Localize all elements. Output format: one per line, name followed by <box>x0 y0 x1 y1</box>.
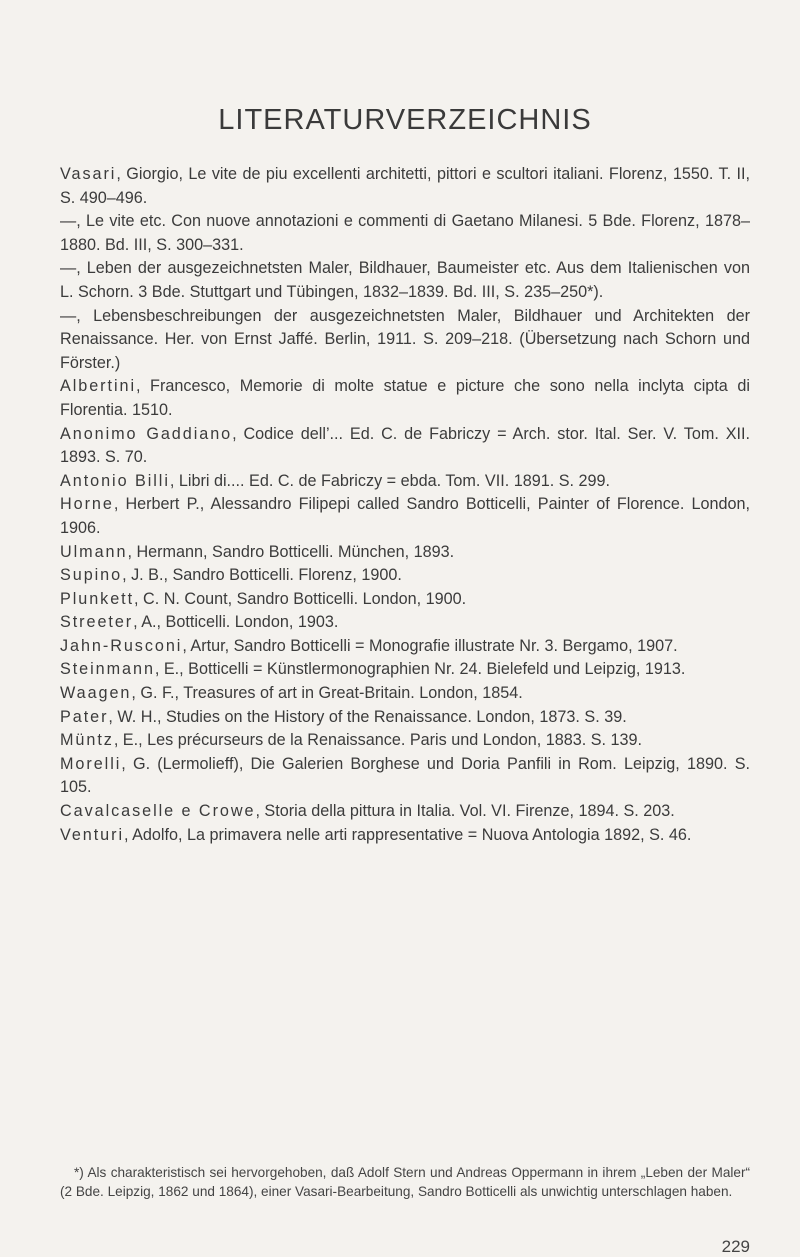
bibliography-entry <box>60 493 750 540</box>
entry-text: , A., Botticelli. London, 1903. <box>133 613 339 632</box>
entry-text: , Artur, Sandro Botticelli = Monografie illustrate Nr. 3. Bergamo, 1907. <box>182 636 678 655</box>
bibliography-entry <box>60 658 750 682</box>
entry-text: , C. N. Count, Sandro Botticelli. London, 1900. <box>134 589 467 608</box>
bibliography-entry <box>60 682 750 706</box>
entry-author: Müntz <box>60 731 114 750</box>
entry-author: Plunkett <box>60 589 135 608</box>
entry-text: , W. H., Studies on the History of the Renaissance. London, 1873. S. 39. <box>108 707 627 726</box>
entry-text: , Francesco, Memorie di molte statue e picture che sono nella inclyta cipta di Florentia. 1510. <box>60 377 750 419</box>
bibliography-entry <box>60 305 750 376</box>
bibliography-entry <box>60 753 750 800</box>
entry-text: , G. (Lermolieff), Die Galerien Borghese und Doria Panfili in Rom. Leipzig, 1890. S. 105. <box>60 754 750 797</box>
bibliography-entry <box>60 541 750 565</box>
footnote-marker: *) <box>74 1165 84 1180</box>
entry-author: Albertini <box>60 377 136 396</box>
entry-text: , G. F., Treasures of art in Great-Britain. London, 1854. <box>131 684 523 703</box>
entry-author: Supino <box>60 566 123 585</box>
entry-text: , Libri di.... Ed. C. de Fabriczy = ebda. Tom. VII. 1891. S. 299. <box>169 471 610 490</box>
bibliography-entry <box>60 635 750 659</box>
entry-author: Anonimo Gaddiano <box>60 424 233 443</box>
entry-text: , E., Botticelli = Künstlermonographien Nr. 24. Bielefeld und Leipzig, 1913. <box>154 660 686 679</box>
bibliography-entry <box>60 800 750 824</box>
entry-text: —, Le vite etc. Con nuove annotazioni e commenti di Gaetano Milanesi. 5 Bde. Florenz, 1878–1880. Bd. III, S. 300–331. <box>60 212 750 254</box>
page-title: LITERATURVERZEICHNIS <box>218 104 592 136</box>
bibliography-entry <box>60 375 750 422</box>
bibliography-entry <box>60 706 750 730</box>
bibliography-entry <box>60 423 750 470</box>
bibliography-entry <box>60 824 750 848</box>
page-number: 229 <box>721 1237 750 1256</box>
entry-author: Streeter <box>60 613 134 632</box>
entry-author: Waagen <box>60 684 132 703</box>
entry-text: —, Leben der ausgezeichnetsten Maler, Bildhauer, Baumeister etc. Aus dem Italienischen von L. Schorn. 3 Bde. Stuttgart und Tübingen, 1832–1839. Bd. III, S. 235–250*). <box>60 259 750 301</box>
bibliography-entry <box>60 729 750 753</box>
entry-author: Steinmann <box>60 660 155 679</box>
entry-text: , Adolfo, La primavera nelle arti rappresentative = Nuova Antologia 1892, S. 46. <box>124 825 692 844</box>
bibliography-list <box>60 163 750 847</box>
entry-author: Vasari <box>60 165 117 183</box>
entry-author: Venturi <box>60 825 125 844</box>
bibliography-entry <box>60 588 750 612</box>
footnote <box>60 1163 750 1201</box>
bibliography-entry <box>60 611 750 635</box>
entry-author: Antonio Billi <box>60 471 170 490</box>
entry-author: Ulmann <box>60 542 128 561</box>
entry-text: , Giorgio, Le vite de piu excellenti architetti, pittori e scultori italiani. Florenz, 1550. T. II, S. 490–496. <box>60 165 750 207</box>
entry-text: , Codice dell’... Ed. C. de Fabriczy = Arch. stor. Ital. Ser. V. Tom. XII. 1893. S. 70. <box>60 424 751 467</box>
entry-text: , Storia della pittura in Italia. Vol. VI. Firenze, 1894. S. 203. <box>255 802 675 821</box>
bibliography-entry <box>60 470 750 494</box>
entry-author: Jahn-Rusconi <box>60 636 183 655</box>
bibliography-entry <box>60 564 750 588</box>
entry-text: , Herbert P., Alessandro Filipepi called Sandro Botticelli, Painter of Florence. London, 1906. <box>60 495 750 537</box>
entry-author: Cavalcaselle e Crowe <box>60 802 256 821</box>
footnote-text: Als charakteristisch sei hervorgehoben, daß Adolf Stern und Andreas Oppermann in ihrem „Leben der Maler“ (2 Bde. Leipzig, 1862 und 1864), einer Vasari-Bearbeitung, Sandro Botticelli als unwichtig unterschlagen haben. <box>60 1165 751 1199</box>
bibliography-entry <box>60 257 750 304</box>
entry-text: —, Lebensbeschreibungen der ausgezeichnetsten Maler, Bildhauer und Architekten der Renaissance. Her. von Ernst Jaffé. Berlin, 1911. S. 209–218. (Übersetzung nach Schorn und Förster.) <box>60 306 750 372</box>
bibliography-entry <box>60 210 750 257</box>
entry-text: , E., Les précurseurs de la Renaissance. Paris und London, 1883. S. 139. <box>113 731 643 750</box>
entry-author: Pater <box>60 707 109 726</box>
bibliography-entry <box>60 163 750 210</box>
entry-author: Morelli <box>60 754 122 773</box>
entry-text: , J. B., Sandro Botticelli. Florenz, 1900. <box>122 566 402 585</box>
entry-author: Horne <box>60 495 114 514</box>
entry-text: , Hermann, Sandro Botticelli. München, 1893. <box>127 542 455 561</box>
